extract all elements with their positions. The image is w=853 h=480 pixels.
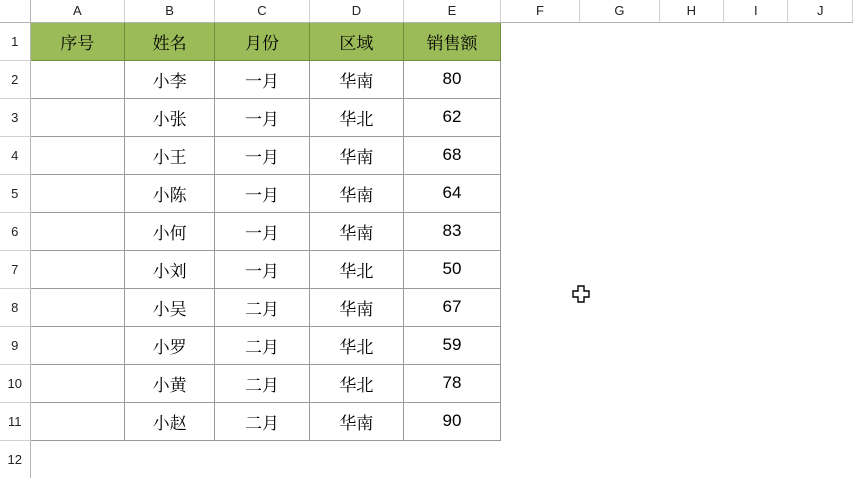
column-header-d[interactable]: D [309, 0, 403, 22]
cell-f9[interactable] [500, 326, 579, 364]
column-header-f[interactable]: F [500, 0, 579, 22]
cell-c9[interactable]: 二月 [215, 326, 309, 364]
cell-i1[interactable] [724, 22, 788, 60]
cell-f2[interactable] [500, 60, 579, 98]
cell-f4[interactable] [500, 136, 579, 174]
column-header-a[interactable]: A [30, 0, 124, 22]
cell-j6[interactable] [788, 212, 853, 250]
cell-d6[interactable]: 华南 [309, 212, 403, 250]
select-all-corner[interactable] [0, 0, 30, 22]
cell-g6[interactable] [580, 212, 659, 250]
cell-a5[interactable] [30, 174, 124, 212]
row-header-11[interactable]: 11 [0, 402, 30, 440]
table-row [0, 288, 853, 326]
cell-i12[interactable] [724, 440, 788, 478]
table-header-row [0, 22, 853, 60]
header-cell-b1[interactable]: 姓名 [125, 22, 215, 60]
row-header-12[interactable]: 12 [0, 440, 30, 478]
table-row [0, 402, 853, 440]
cell-g5[interactable] [580, 174, 659, 212]
row-header-8[interactable]: 8 [0, 288, 30, 326]
cell-e12[interactable] [404, 440, 501, 478]
cell-g1[interactable] [580, 22, 659, 60]
cell-d8[interactable]: 华南 [309, 288, 403, 326]
cell-b8[interactable]: 小吴 [125, 288, 215, 326]
cell-g12[interactable] [580, 440, 659, 478]
cell-e2[interactable]: 80 [404, 60, 501, 98]
cell-b11[interactable]: 小赵 [125, 402, 215, 440]
cell-g2[interactable] [580, 60, 659, 98]
cell-d9[interactable]: 华北 [309, 326, 403, 364]
cell-d10[interactable]: 华北 [309, 364, 403, 402]
cell-i3[interactable] [724, 98, 788, 136]
cell-f3[interactable] [500, 98, 579, 136]
cell-h3[interactable] [659, 98, 723, 136]
cell-b9[interactable]: 小罗 [125, 326, 215, 364]
cell-h6[interactable] [659, 212, 723, 250]
cell-j9[interactable] [788, 326, 853, 364]
cell-j7[interactable] [788, 250, 853, 288]
cell-h9[interactable] [659, 326, 723, 364]
table-row [0, 440, 853, 478]
cell-j11[interactable] [788, 402, 853, 440]
header-cell-a1[interactable]: 序号 [30, 22, 124, 60]
cell-b10[interactable]: 小黄 [125, 364, 215, 402]
cell-e4[interactable]: 68 [404, 136, 501, 174]
column-header-e[interactable]: E [404, 0, 501, 22]
cell-f7[interactable] [500, 250, 579, 288]
cell-c8[interactable]: 二月 [215, 288, 309, 326]
cell-g9[interactable] [580, 326, 659, 364]
cell-e7[interactable]: 50 [404, 250, 501, 288]
table-row [0, 136, 853, 174]
cell-b12[interactable] [125, 440, 215, 478]
column-header-h[interactable]: H [659, 0, 723, 22]
table-row [0, 326, 853, 364]
row-header-3[interactable]: 3 [0, 98, 30, 136]
cell-c4[interactable]: 一月 [215, 136, 309, 174]
row-header-1[interactable]: 1 [0, 22, 30, 60]
column-header-c[interactable]: C [215, 0, 309, 22]
cell-a12[interactable] [30, 440, 124, 478]
cell-h5[interactable] [659, 174, 723, 212]
cell-f8[interactable] [500, 288, 579, 326]
cell-c7[interactable]: 一月 [215, 250, 309, 288]
column-header-j[interactable]: J [788, 0, 853, 22]
cell-h4[interactable] [659, 136, 723, 174]
column-header-g[interactable]: G [580, 0, 659, 22]
cell-e11[interactable]: 90 [404, 402, 501, 440]
cell-d4[interactable]: 华南 [309, 136, 403, 174]
cell-f11[interactable] [500, 402, 579, 440]
cell-j8[interactable] [788, 288, 853, 326]
cell-a8[interactable] [30, 288, 124, 326]
row-header-5[interactable]: 5 [0, 174, 30, 212]
cell-b2[interactable]: 小李 [125, 60, 215, 98]
cell-h11[interactable] [659, 402, 723, 440]
cell-e9[interactable]: 59 [404, 326, 501, 364]
table-row [0, 364, 853, 402]
cell-c5[interactable]: 一月 [215, 174, 309, 212]
cell-a3[interactable] [30, 98, 124, 136]
row-header-9[interactable]: 9 [0, 326, 30, 364]
cell-i9[interactable] [724, 326, 788, 364]
cell-a9[interactable] [30, 326, 124, 364]
row-header-10[interactable]: 10 [0, 364, 30, 402]
cell-i8[interactable] [724, 288, 788, 326]
cell-h1[interactable] [659, 22, 723, 60]
cell-e10[interactable]: 78 [404, 364, 501, 402]
cell-b7[interactable]: 小刘 [125, 250, 215, 288]
cell-f1[interactable] [500, 22, 579, 60]
cell-j3[interactable] [788, 98, 853, 136]
cell-a7[interactable] [30, 250, 124, 288]
table-row [0, 60, 853, 98]
cell-h7[interactable] [659, 250, 723, 288]
column-header-i[interactable]: I [724, 0, 788, 22]
cell-e8[interactable]: 67 [404, 288, 501, 326]
cell-i4[interactable] [724, 136, 788, 174]
cell-i7[interactable] [724, 250, 788, 288]
cell-g4[interactable] [580, 136, 659, 174]
cell-h2[interactable] [659, 60, 723, 98]
cell-j4[interactable] [788, 136, 853, 174]
cell-g10[interactable] [580, 364, 659, 402]
cell-d7[interactable]: 华北 [309, 250, 403, 288]
cell-a4[interactable] [30, 136, 124, 174]
table-row [0, 250, 853, 288]
cell-a10[interactable] [30, 364, 124, 402]
cell-a6[interactable] [30, 212, 124, 250]
table-row [0, 174, 853, 212]
table-row [0, 98, 853, 136]
header-cell-e1[interactable]: 销售额 [404, 22, 501, 60]
cell-j10[interactable] [788, 364, 853, 402]
cell-i6[interactable] [724, 212, 788, 250]
cell-c2[interactable]: 一月 [215, 60, 309, 98]
cell-d3[interactable]: 华北 [309, 98, 403, 136]
cell-i10[interactable] [724, 364, 788, 402]
cell-j1[interactable] [788, 22, 853, 60]
row-header-2[interactable]: 2 [0, 60, 30, 98]
cell-c11[interactable]: 二月 [215, 402, 309, 440]
cell-h8[interactable] [659, 288, 723, 326]
cell-i11[interactable] [724, 402, 788, 440]
cell-i5[interactable] [724, 174, 788, 212]
cell-b4[interactable]: 小王 [125, 136, 215, 174]
column-header-b[interactable]: B [125, 0, 215, 22]
cell-e6[interactable]: 83 [404, 212, 501, 250]
cell-c10[interactable]: 二月 [215, 364, 309, 402]
row-header-4[interactable]: 4 [0, 136, 30, 174]
cell-b3[interactable]: 小张 [125, 98, 215, 136]
column-header-row [0, 0, 853, 22]
cell-j12[interactable] [788, 440, 853, 478]
cell-f6[interactable] [500, 212, 579, 250]
header-cell-d1[interactable]: 区域 [309, 22, 403, 60]
cell-d12[interactable] [309, 440, 403, 478]
cell-g11[interactable] [580, 402, 659, 440]
cell-i2[interactable] [724, 60, 788, 98]
cell-g8[interactable] [580, 288, 659, 326]
cell-g7[interactable] [580, 250, 659, 288]
cell-d5[interactable]: 华南 [309, 174, 403, 212]
cell-d2[interactable]: 华南 [309, 60, 403, 98]
cell-a2[interactable] [30, 60, 124, 98]
cell-e5[interactable]: 64 [404, 174, 501, 212]
header-cell-c1[interactable]: 月份 [215, 22, 309, 60]
cell-c6[interactable]: 一月 [215, 212, 309, 250]
cell-e3[interactable]: 62 [404, 98, 501, 136]
cell-c12[interactable] [215, 440, 309, 478]
cell-j2[interactable] [788, 60, 853, 98]
cell-h12[interactable] [659, 440, 723, 478]
cell-g3[interactable] [580, 98, 659, 136]
cell-c3[interactable]: 一月 [215, 98, 309, 136]
cell-h10[interactable] [659, 364, 723, 402]
cell-b5[interactable]: 小陈 [125, 174, 215, 212]
cell-f10[interactable] [500, 364, 579, 402]
cell-a11[interactable] [30, 402, 124, 440]
cell-d11[interactable]: 华南 [309, 402, 403, 440]
cell-b6[interactable]: 小何 [125, 212, 215, 250]
cell-f12[interactable] [500, 440, 579, 478]
row-header-7[interactable]: 7 [0, 250, 30, 288]
row-header-6[interactable]: 6 [0, 212, 30, 250]
table-row [0, 212, 853, 250]
cell-j5[interactable] [788, 174, 853, 212]
cell-f5[interactable] [500, 174, 579, 212]
